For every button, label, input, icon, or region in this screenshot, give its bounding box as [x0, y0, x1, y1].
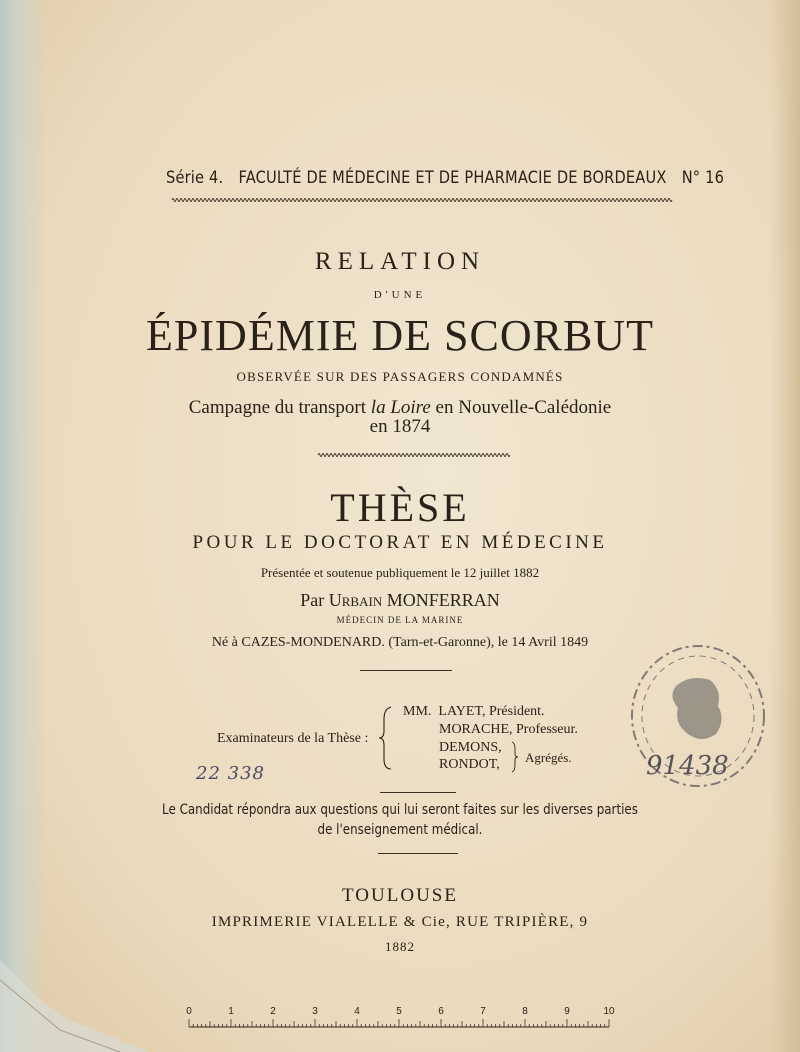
scale-label: 9	[564, 1006, 570, 1017]
divider-rule-3	[378, 853, 458, 854]
measurement-scale	[185, 1005, 613, 1031]
presentee-line: Présentée et soutenue publiquement le 12 juillet 1882	[260, 565, 540, 580]
scale-label: 4	[354, 1006, 360, 1017]
examiner-2: MORACHE, Professeur.	[439, 722, 578, 737]
campagne-post: en Nouvelle-Calédonie	[430, 397, 612, 418]
series-label: Série 4.	[166, 168, 224, 188]
scale-label: 0	[186, 1006, 192, 1017]
author-name: Urbain MONFERRAN	[328, 590, 500, 610]
stamp-number: 91438	[646, 751, 729, 781]
scale-label: 3	[312, 1006, 318, 1017]
divider-rule-1	[360, 670, 452, 671]
library-stamp	[618, 636, 770, 796]
imprint-printer: IMPRIMERIE VIALELLE & Cie, RUE TRIPIÈRE, 9	[211, 914, 589, 930]
candidat-note-line2: de l'enseignement médical.	[317, 822, 483, 838]
main-title: ÉPIDÉMIE DE SCORBUT	[146, 311, 654, 360]
scale-label: 1	[228, 1006, 234, 1017]
examiners-brace	[378, 705, 394, 771]
birth-line: Né à CAZES-MONDENARD. (Tarn-et-Garonne), le 14 Avril 1849	[211, 635, 589, 650]
divider-rule-2	[380, 792, 456, 793]
examiner-4: RONDOT,	[439, 757, 500, 772]
torn-corner	[0, 960, 150, 1052]
examiner-3: DEMONS,	[439, 740, 502, 755]
par-word: Par	[300, 590, 325, 610]
stamp-emblem-icon	[672, 678, 721, 739]
scale-label: 7	[480, 1006, 486, 1017]
campagne-pre: Campagne du transport	[188, 397, 371, 418]
ship-name: la Loire	[370, 397, 431, 418]
series-number: N° 16	[681, 168, 725, 188]
examiners-label: Examinateurs de la Thèse :	[217, 731, 369, 746]
title-dune: D'UNE	[373, 289, 427, 301]
title-relation: RELATION	[314, 248, 486, 275]
author-line	[0, 590, 800, 611]
scale-label: 5	[396, 1006, 402, 1017]
examiner-1: LAYET, Président.	[438, 704, 545, 719]
agreges-label: Agrégés.	[525, 750, 572, 765]
scale-label: 2	[270, 1006, 276, 1017]
header-wavy-rule	[172, 197, 672, 203]
title-wavy-rule	[318, 452, 508, 458]
scale-label: 8	[522, 1006, 528, 1017]
title-observee: OBSERVÉE SUR DES PASSAGERS CONDAMNÉS	[236, 369, 564, 384]
faculty-name: FACULTÉ DE MÉDECINE ET DE PHARMACIE DE BORDEAUX	[238, 168, 667, 188]
imprint-year: 1882	[385, 939, 415, 954]
title-year: en 1874	[369, 416, 431, 437]
imprint-city: TOULOUSE	[342, 885, 458, 906]
doctorat-line: POUR LE DOCTORAT EN MÉDECINE	[192, 532, 608, 553]
agreges-brace	[510, 741, 520, 773]
scale-label: 6	[438, 1006, 444, 1017]
scale-label: 10	[603, 1006, 615, 1017]
examiner-mm-row	[403, 704, 545, 720]
mm-label: MM.	[403, 704, 432, 719]
author-role: MÉDECIN DE LA MARINE	[336, 615, 464, 625]
series-header	[166, 168, 724, 188]
handwritten-number: 22 338	[196, 763, 265, 784]
candidat-note-line1: Le Candidat répondra aux questions qui lui seront faites sur les diverses parties	[162, 802, 638, 818]
these-heading: THÈSE	[330, 485, 470, 530]
